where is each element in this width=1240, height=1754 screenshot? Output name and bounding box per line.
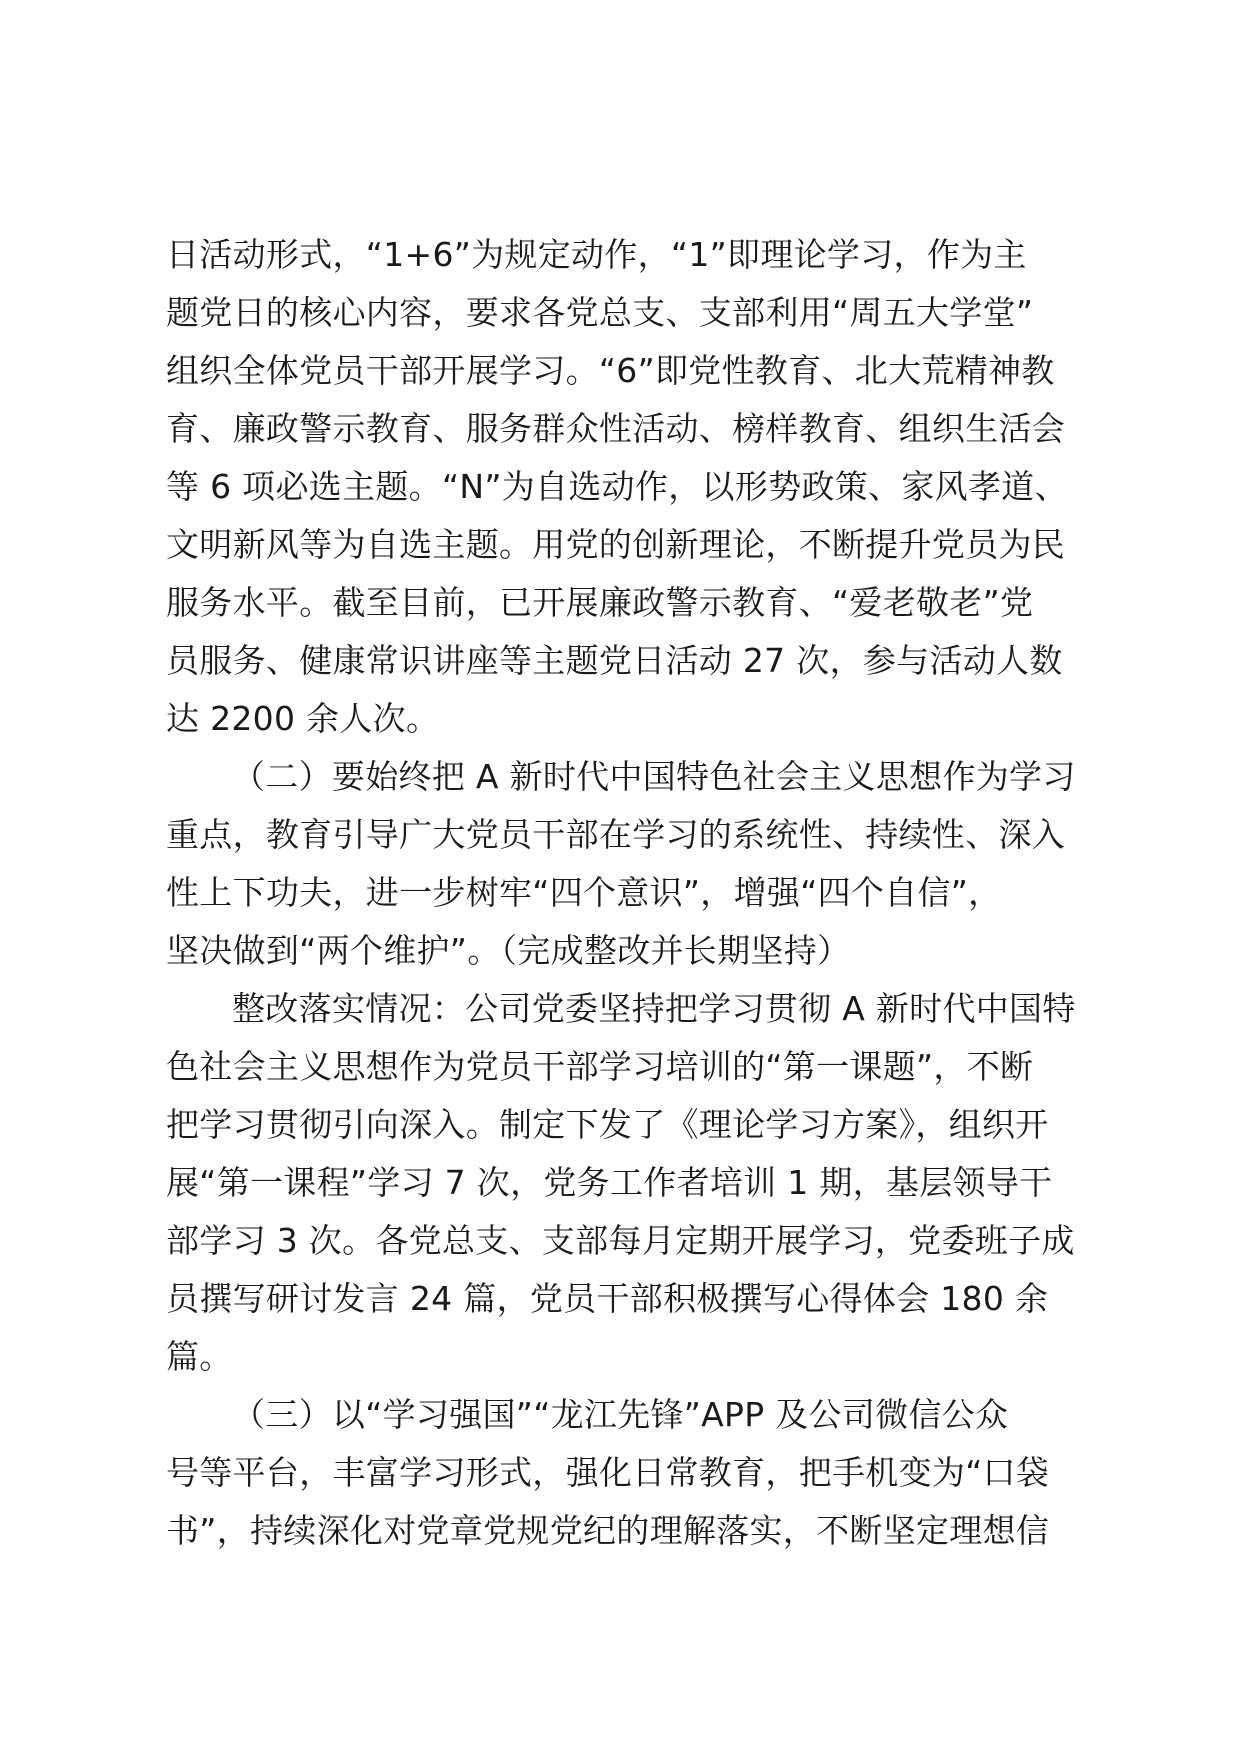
paragraph-3 (166, 980, 1086, 1386)
text-line: 员撰写研讨发言 24 篇，党员干部积极撰写心得体会 180 余篇。 (166, 1279, 1049, 1376)
text-line: 题党日的核心内容，要求各党总支、支部利用“周五大学堂” (166, 293, 1034, 332)
text-line: 组织全体党员干部开展学习。“6”即党性教育、北大荒精神教 (166, 351, 1055, 390)
text-line: 色社会主义思想作为党员干部学习培训的“第一课题”，不断 (166, 1047, 1034, 1086)
text-line: 服务水平。截至目前，已开展廉政警示教育、“爱老敬老”党 (166, 583, 1034, 622)
text-line: （二）要始终把 A 新时代中国特色社会主义思想作为学习 (232, 757, 1076, 796)
text-line: 员服务、健康常识讲座等主题党日活动 27 次，参与活动人数 (166, 641, 1063, 680)
text-line: 等 6 项必选主题。“N”为自选动作，以形势政策、家风孝道、 (166, 467, 1068, 506)
text-line: （三）以“学习强国”“龙江先锋”APP 及公司微信公众 (232, 1395, 1009, 1434)
text-line: 展“第一课程”学习 7 次，党务工作者培训 1 期，基层领导干 (166, 1163, 1053, 1202)
text-line: 达 2200 余人次。 (166, 699, 440, 738)
text-line: 重点，教育引导广大党员干部在学习的系统性、持续性、深入 (166, 815, 1066, 854)
text-line: 号等平台，丰富学习形式，强化日常教育，把手机变为“口袋 (166, 1453, 1050, 1492)
text-line: 把学习贯彻引向深入。制定下发了《理论学习方案》，组织开 (166, 1105, 1049, 1144)
text-line: 部学习 3 次。各党总支、支部每月定期开展学习，党委班子成 (166, 1221, 1075, 1260)
text-line: 性上下功夫，进一步树牢“四个意识”，增强“四个自信”， (166, 873, 1002, 912)
body-text (166, 226, 1086, 1560)
paragraph-2 (166, 748, 1086, 980)
text-line: 整改落实情况：公司党委坚持把学习贯彻 A 新时代中国特 (232, 989, 1076, 1028)
text-line: 书”，持续深化对党章党规党纪的理解落实，不断坚定理想信 (166, 1511, 1050, 1550)
text-line: 文明新风等为自选主题。用党的创新理论，不断提升党员为民 (166, 525, 1066, 564)
text-line: 日活动形式，“1+6”为规定动作，“1”即理论学习，作为主 (166, 235, 1027, 274)
paragraph-1 (166, 226, 1086, 748)
paragraph-4 (166, 1386, 1086, 1560)
text-line: 坚决做到“两个维护”。（完成整改并长期坚持） (166, 931, 851, 970)
text-line: 育、廉政警示教育、服务群众性活动、榜样教育、组织生活会 (166, 409, 1066, 448)
